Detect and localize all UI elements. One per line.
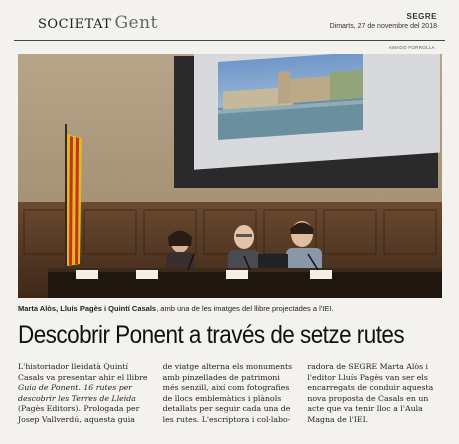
section-name: SOCIETAT — [38, 17, 112, 32]
body-col1-b: (Pagès Editors). Prologada per Josep Vallverdú, aquesta guia — [18, 404, 140, 424]
body-col1-a: L'historiador lleidatà Quintí Casals va presentar ahir el llibre — [18, 362, 148, 382]
caption-text: , amb una de les imatges del llibre projectades a l'IEI. — [156, 304, 334, 313]
projected-image — [218, 54, 363, 140]
body-column-1 — [18, 362, 153, 426]
body-column-2: de viatge alterna els monuments amb pinzellades de patrimoni més senzill, així com fotografies de llocs emblemàtics i plànols detallats per seguir cada una de les rutes. L'escriptora i col·labo- — [162, 362, 293, 424]
header-rule — [14, 40, 445, 41]
article-body — [18, 362, 442, 426]
body-column-3: radora de SEGRE Marta Alòs i l'editor Lluís Pagès van ser els encarregats de conduir aquesta nova proposta de Casals en un acte que va tenir lloc a l'Aula Magna de l'IEI. — [307, 362, 434, 424]
section-title — [38, 13, 158, 33]
news-photo — [18, 54, 442, 298]
page-header — [20, 8, 441, 36]
caption-names: Marta Alòs, Lluís Pagès i Quintí Casals — [18, 304, 157, 313]
photo-illustration — [18, 54, 442, 298]
photo-credit: AMADO FORROLLA — [388, 45, 435, 50]
book-title: Guia de Ponent. 16 rutes per descobrir les Terres de Lleida — [18, 383, 136, 403]
article-headline: Descobrir Ponent a través de setze rutes — [18, 321, 405, 349]
publication-date: Dimarts, 27 de novembre del 2018 — [329, 23, 437, 30]
subsection-name: Gent — [114, 13, 158, 33]
photo-caption — [18, 304, 442, 313]
newspaper-name: SEGRE — [406, 12, 437, 21]
